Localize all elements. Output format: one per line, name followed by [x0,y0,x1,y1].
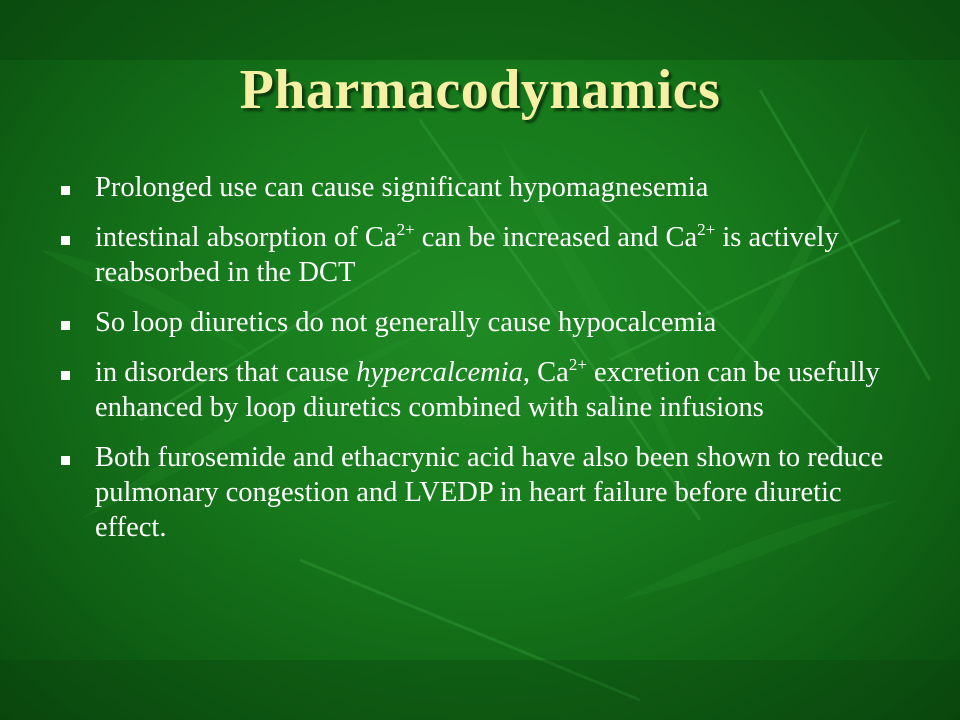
bullet-text: is actively reabsorbed in the DCT [95,222,839,288]
bullet-item [58,170,908,205]
square-bullet-icon [61,371,70,380]
bullet-text: can be increased and Ca [414,222,698,253]
bullet-text: , Ca [522,357,569,388]
bullet-text: excretion can be usefully enhanced by loop diuretics combined with saline infusions [95,357,880,423]
bullet-item [58,220,908,290]
bullet-text: So loop diuretics do not generally cause hypocalcemia [95,307,717,338]
bullet-text: in disorders that cause [95,357,357,388]
bullet-text: Prolonged use can cause significant hypomagnesemia [95,172,709,203]
square-bullet-icon [61,236,70,245]
superscript-charge: 2+ [568,355,587,374]
bullet-item [58,440,908,545]
bullet-text: Both furosemide and ethacrynic acid have also been shown to reduce pulmonary congestion and LVEDP in heart failure before diuretic effect. [95,442,884,543]
superscript-charge: 2+ [396,220,415,239]
superscript-charge: 2+ [697,220,716,239]
square-bullet-icon [61,321,70,330]
square-bullet-icon [61,456,70,465]
square-bullet-icon [61,186,70,195]
bullet-text: intestinal absorption of Ca [95,222,397,253]
bullet-item [58,355,908,425]
bullet-list [58,170,908,560]
bullet-item [58,305,908,340]
slide-title: Pharmacodynamics [239,59,721,121]
italic-term: hypercalcemia [356,357,523,388]
